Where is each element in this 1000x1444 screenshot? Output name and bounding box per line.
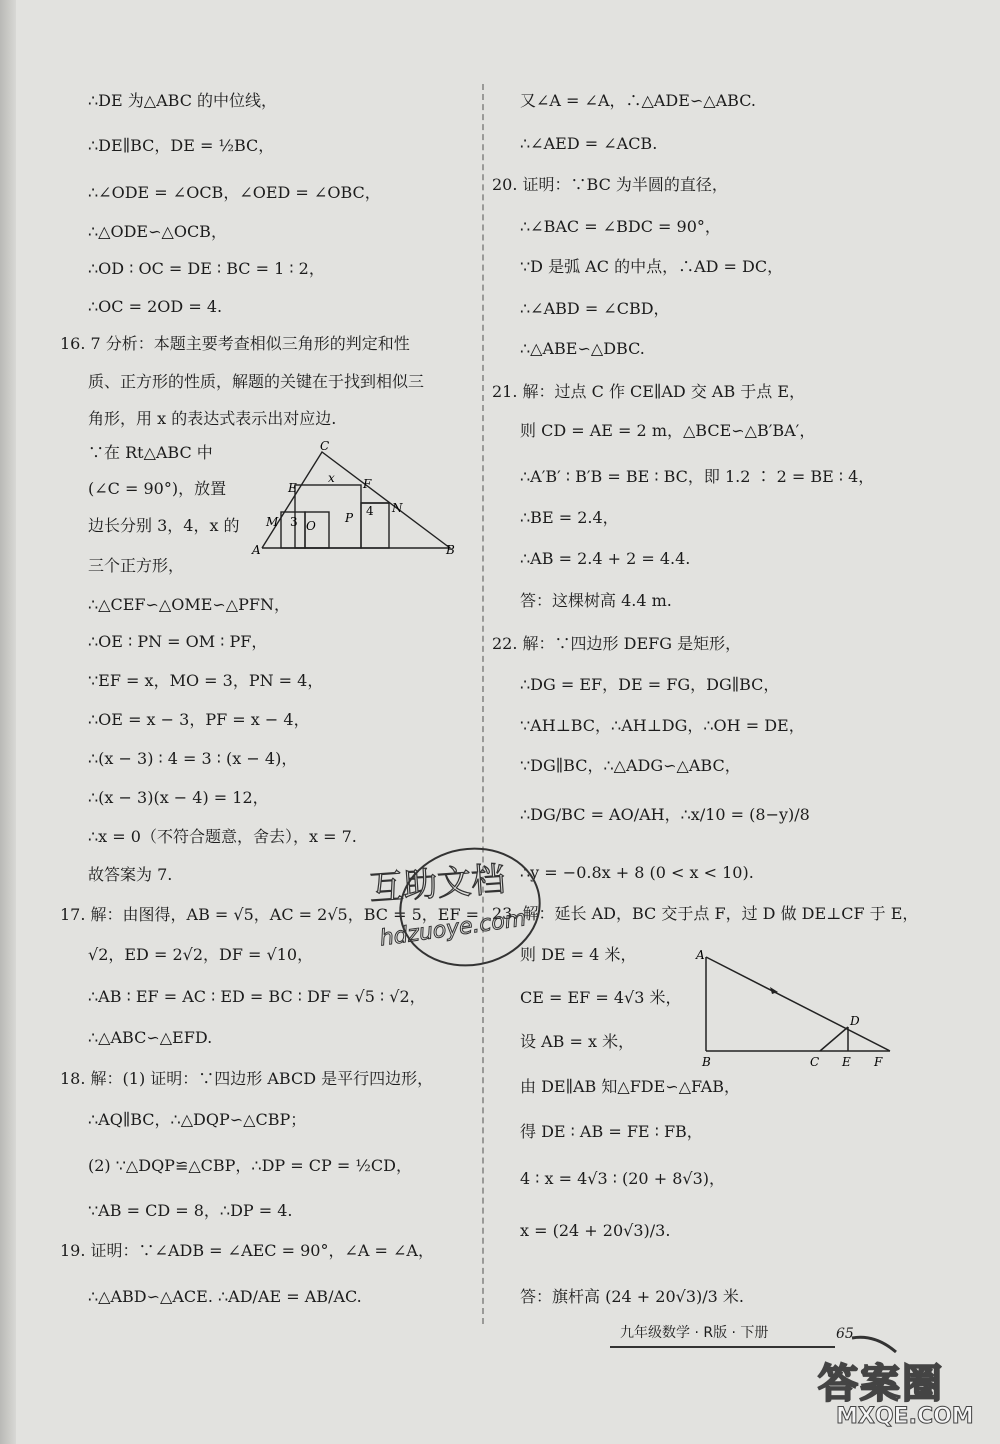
label-B: B xyxy=(446,543,455,557)
text-line: 18. 解：(1) 证明：∵四边形 ABCD 是平行四边形， xyxy=(60,1069,434,1088)
watermark-site: MXQE.COM xyxy=(836,1404,974,1429)
text-line: CE = EF = 4√3 米， xyxy=(520,988,682,1007)
label-4: 4 xyxy=(366,504,374,518)
label-D: D xyxy=(850,1014,860,1028)
text-line: 答：旗杆高 (24 + 20√3)/3 米. xyxy=(520,1287,744,1306)
text-line: ∴AQ∥BC，∴△DQP∽△CBP； xyxy=(88,1110,307,1129)
text-line: 22. 解：∵四边形 DEFG 是矩形， xyxy=(492,634,742,653)
text-line: ∴△ODE∽△OCB， xyxy=(88,222,227,241)
text-line: ∴△ABC∽△EFD. xyxy=(88,1028,213,1047)
text-line: ∴(x − 3)(x − 4) = 12， xyxy=(88,788,269,807)
text-line: 则 CD = AE = 2 m，△BCE∽△B′BA′， xyxy=(520,421,816,440)
figure-16-triangle-squares xyxy=(250,440,460,560)
text-line: 4 ∶ x = 4√3 ∶ (20 + 8√3)， xyxy=(520,1169,725,1188)
text-line: 故答案为 7. xyxy=(88,865,173,884)
text-line: ∴(x − 3) ∶ 4 = 3 ∶ (x − 4)， xyxy=(88,749,298,768)
text-line: 边长分别 3，4，x 的 xyxy=(88,516,240,535)
text-line: ∴y = −0.8x + 8 (0 < x < 10). xyxy=(520,863,754,882)
text-line: 23. 解：延长 AD，BC 交于点 F，过 D 做 DE⊥CF 于 E， xyxy=(492,904,919,923)
text-line: 17. 解：由图得，AB = √5，AC = 2√5，BC = 5，EF = xyxy=(60,905,480,924)
text-line: ∴△ABD∽△ACE. ∴AD/AE = AB/AC. xyxy=(88,1287,362,1306)
text-line: ∵AH⊥BC，∴AH⊥DG，∴OH = DE， xyxy=(520,716,805,735)
text-line: 得 DE ∶ AB = FE ∶ FB， xyxy=(520,1122,703,1141)
label-O: O xyxy=(306,519,316,533)
label-x: x xyxy=(328,471,335,485)
label-C: C xyxy=(320,440,330,453)
text-line: ∴DE∥BC，DE = ½BC， xyxy=(88,136,275,155)
label-E: E xyxy=(842,1055,851,1069)
text-line: ∴∠AED = ∠ACB. xyxy=(520,134,658,153)
page-number: 65 xyxy=(836,1326,854,1342)
text-line: 由 DE∥AB 知△FDE∽△FAB， xyxy=(520,1077,741,1096)
label-C: C xyxy=(810,1055,820,1069)
text-line: ∵在 Rt△ABC 中 xyxy=(88,443,213,462)
text-line: 21. 解：过点 C 作 CE∥AD 交 AB 于点 E， xyxy=(492,382,806,401)
footer-book-title: 九年级数学 · R版 · 下册 xyxy=(620,1325,769,1341)
text-line: ∵DG∥BC，∴△ADG∽△ABC， xyxy=(520,756,741,775)
column-divider xyxy=(482,84,484,1324)
text-line: (2) ∵△DQP≌△CBP，∴DP = CP = ½CD， xyxy=(88,1156,412,1175)
text-line: ∴A′B′ ∶ B′B = BE ∶ BC，即 1.2 ∶ 2 = BE ∶ 4， xyxy=(520,467,875,486)
text-line: ∴AB ∶ EF = AC ∶ ED = BC ∶ DF = √5 ∶ √2， xyxy=(88,987,426,1006)
label-F: F xyxy=(363,477,372,491)
label-P: P xyxy=(345,511,354,525)
label-E: E xyxy=(288,481,297,495)
text-line: ∴∠BAC = ∠BDC = 90°， xyxy=(520,217,721,236)
label-F: F xyxy=(874,1055,883,1069)
label-M: M xyxy=(266,515,279,529)
text-line: 设 AB = x 米， xyxy=(520,1032,635,1051)
hdzuoye-stamp xyxy=(360,835,590,975)
text-line: ∴x = 0（不符合题意，舍去），x = 7. xyxy=(88,827,357,846)
text-line: ∴OE = x − 3，PF = x − 4， xyxy=(88,710,310,729)
text-line: ∴BE = 2.4， xyxy=(520,508,619,527)
stamp-url: hdzuoye.com xyxy=(378,906,528,952)
text-line: ∴OE ∶ PN = OM ∶ PF， xyxy=(88,632,268,651)
text-line: ∴DG/BC = AO/AH，∴x/10 = (8−y)/8 xyxy=(520,805,810,824)
text-line: ∴AB = 2.4 + 2 = 4.4. xyxy=(520,549,691,568)
text-line: ∴△ABE∽△DBC. xyxy=(520,339,645,358)
text-line: 角形，用 x 的表达式表示出对应边. xyxy=(88,409,337,428)
text-line: 16. 7 分析：本题主要考查相似三角形的判定和性 xyxy=(60,334,410,353)
text-line: ∵AB = CD = 8，∴DP = 4. xyxy=(88,1201,293,1220)
label-N: N xyxy=(392,501,403,515)
text-line: (∠C = 90°)，放置 xyxy=(88,479,227,498)
label-A: A xyxy=(252,543,261,557)
stamp-text: 互助文档 xyxy=(368,859,507,909)
watermark-logo: 答案圈 xyxy=(818,1361,944,1407)
figure-23-flagpole xyxy=(692,945,902,1070)
text-line: ∴DG = EF，DE = FG，DG∥BC， xyxy=(520,675,780,694)
text-line: 答：这棵树高 4.4 m. xyxy=(520,591,672,610)
text-line: x = (24 + 20√3)/3. xyxy=(520,1221,671,1240)
text-line: ∴∠ODE = ∠OCB，∠OED = ∠OBC， xyxy=(88,183,381,202)
text-line: ∵D 是弧 AC 的中点，∴AD = DC， xyxy=(520,257,784,276)
text-line: √2，ED = 2√2，DF = √10， xyxy=(88,945,314,964)
text-line: ∴OD ∶ OC = DE ∶ BC = 1 ∶ 2， xyxy=(88,259,325,278)
label-A: A xyxy=(696,948,705,962)
page-binding-edge xyxy=(0,0,16,1444)
label-3: 3 xyxy=(290,515,298,529)
text-line: 19. 证明：∵∠ADB = ∠AEC = 90°，∠A = ∠A， xyxy=(60,1241,434,1260)
text-line: ∴OC = 2OD = 4. xyxy=(88,297,223,316)
text-line: ∴△CEF∽△OME∽△PFN， xyxy=(88,595,290,614)
text-line: ∴DE 为△ABC 的中位线， xyxy=(88,91,278,110)
text-line: 三个正方形， xyxy=(88,556,185,575)
text-line: 质、正方形的性质，解题的关键在于找到相似三 xyxy=(88,372,425,391)
text-line: ∵EF = x，MO = 3，PN = 4， xyxy=(88,671,324,690)
text-line: 20. 证明：∵BC 为半圆的直径， xyxy=(492,175,728,194)
text-line: 则 DE = 4 米， xyxy=(520,945,637,964)
text-line: ∴∠ABD = ∠CBD， xyxy=(520,299,670,318)
text-line: 又∠A = ∠A，∴△ADE∽△ABC. xyxy=(520,91,756,110)
label-B: B xyxy=(702,1055,711,1069)
